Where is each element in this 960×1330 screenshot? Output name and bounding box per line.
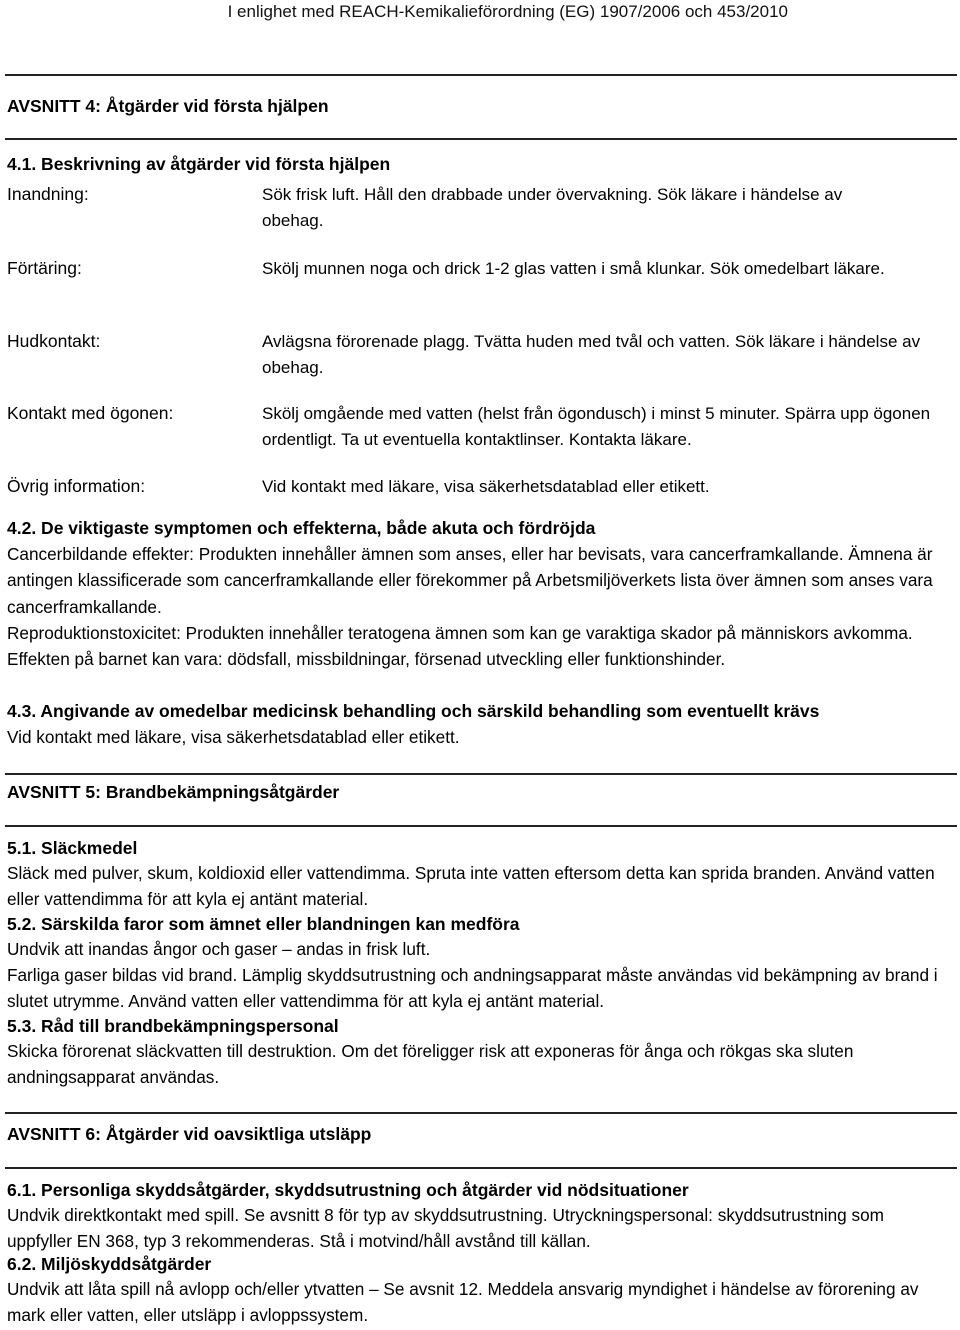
- paragraph-firefighter-advice: Skicka förorenat släckvatten till destruktion. Om det föreligger risk att exponeras för ånga och rökgas ska sluten andningsapparat användas.: [7, 1041, 854, 1088]
- paragraph-reproductive-toxicity: Reproduktionstoxicitet: Produkten innehåller teratogena ämnen som kan ge varaktiga skador på människors avkomma. Effekten på barnet kan vara: dödsfall, missbildningar, försenad utveckling eller funktionshinder.: [7, 623, 913, 670]
- section-divider: [5, 825, 957, 827]
- field-value-eye-contact: Skölj omgående med vatten (helst från ögondusch) i minst 5 minuter. Spärra upp ögonen ordentligt. Ta ut eventuella kontaktlinser. Kontakta läkare.: [262, 404, 931, 449]
- subsection-4-2-title: 4.2. De viktigaste symptomen och effekterna, både akuta och fördröjda: [7, 518, 596, 538]
- field-value-other-info: Vid kontakt med läkare, visa säkerhetsdatablad eller etikett.: [262, 477, 710, 496]
- field-value-skin-contact: Avlägsna förorenade plagg. Tvätta huden med tvål och vatten. Sök läkare i händelse av obehag.: [262, 332, 921, 377]
- paragraph-hazardous-gases: Farliga gaser bildas vid brand. Lämplig skyddsutrustning och andningsapparat måste användas vid bekämpning av brand i slutet utrymme. Använd vatten eller vattendimma för att kyla ej antänt material.: [7, 965, 938, 1012]
- section-divider: [5, 138, 957, 140]
- section-4-title: AVSNITT 4: Åtgärder vid första hjälpen: [7, 96, 329, 116]
- subsection-5-3-title: 5.3. Råd till brandbekämpningspersonal: [7, 1016, 339, 1036]
- paragraph-personal-precautions: Undvik direktkontakt med spill. Se avsnitt 8 för typ av skyddsutrustning. Utryckningspersonal: skyddsutrustning som uppfyller EN 368, typ 3 rekommenderas. Stå i motvind/håll avstånd till källan.: [7, 1205, 884, 1252]
- subsection-4-3-title: 4.3. Angivande av omedelbar medicinsk behandling och särskild behandling som eventuellt krävs: [7, 701, 820, 721]
- paragraph-carcinogenic: Cancerbildande effekter: Produkten innehåller ämnen som anses, eller har bevisats, vara cancerframkallande. Ämnena är antingen klassificerade som cancerframkallande eller förekommer på Arbetsmiljöverkets lista över ämnen som anses vara cancerframkallande.: [7, 544, 933, 617]
- field-label-eye-contact: Kontakt med ögonen:: [7, 403, 174, 423]
- subsection-4-1-title: 4.1. Beskrivning av åtgärder vid första hjälpen: [7, 154, 391, 174]
- subsection-6-2-title: 6.2. Miljöskyddsåtgärder: [7, 1254, 212, 1274]
- paragraph-avoid-inhalation: Undvik att inandas ångor och gaser – andas in frisk luft.: [7, 939, 431, 959]
- field-label-inhalation: Inandning:: [7, 184, 89, 204]
- paragraph-medical-treatment: Vid kontakt med läkare, visa säkerhetsdatablad eller etikett.: [7, 727, 460, 747]
- regulation-header: I enlighet med REACH-Kemikalieförordning (EG) 1907/2006 och 453/2010: [227, 2, 788, 21]
- field-value-ingestion: Skölj munnen noga och drick 1-2 glas vatten i små klunkar. Sök omedelbart läkare.: [262, 259, 885, 278]
- field-label-skin-contact: Hudkontakt:: [7, 331, 101, 351]
- subsection-5-2-title: 5.2. Särskilda faror som ämnet eller blandningen kan medföra: [7, 914, 520, 934]
- field-label-other-info: Övrig information:: [7, 476, 146, 496]
- section-divider: [5, 773, 957, 775]
- subsection-5-1-title: 5.1. Släckmedel: [7, 838, 138, 858]
- paragraph-extinguishing-media: Släck med pulver, skum, koldioxid eller vattendimma. Spruta inte vatten eftersom detta kan sprida branden. Använd vatten eller vattendimma för att kyla ej antänt material.: [7, 863, 935, 910]
- section-5-title: AVSNITT 5: Brandbekämpningsåtgärder: [7, 782, 340, 802]
- field-label-ingestion: Förtäring:: [7, 258, 82, 278]
- paragraph-environmental-precautions: Undvik att låta spill nå avlopp och/eller ytvatten – Se avsnit 12. Meddela ansvarig myndighet i händelse av förorening av mark eller vatten, eller utsläpp i avloppssystem.: [7, 1279, 919, 1326]
- section-divider: [5, 1112, 957, 1114]
- field-value-inhalation: Sök frisk luft. Håll den drabbade under övervakning. Sök läkare i händelse av obehag.: [262, 185, 843, 230]
- section-divider: [5, 74, 957, 76]
- section-divider: [5, 1167, 957, 1169]
- section-6-title: AVSNITT 6: Åtgärder vid oavsiktliga utsläpp: [7, 1124, 372, 1144]
- subsection-6-1-title: 6.1. Personliga skyddsåtgärder, skyddsutrustning och åtgärder vid nödsituationer: [7, 1180, 689, 1200]
